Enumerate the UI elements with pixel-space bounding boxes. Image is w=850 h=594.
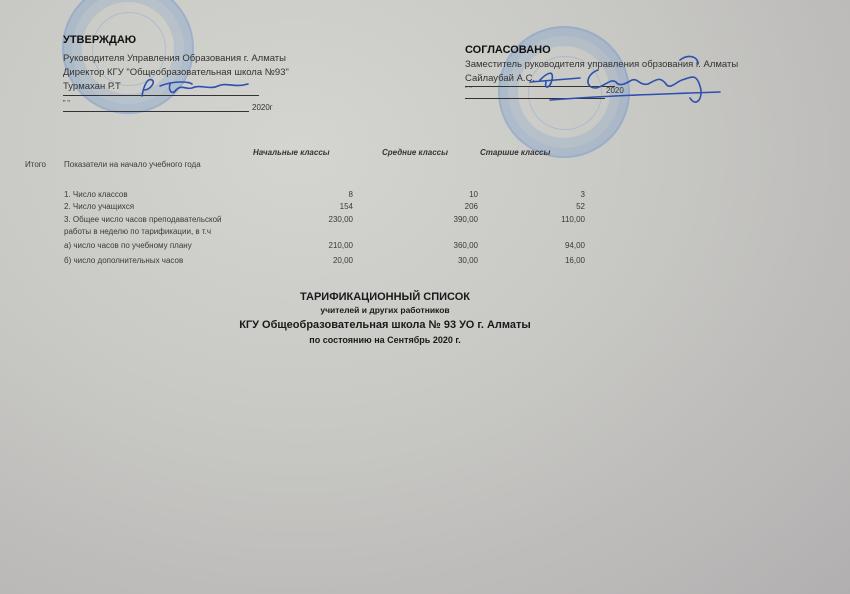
cell-senior: 94,00 (564, 241, 585, 250)
cell-senior: 3 (580, 190, 585, 199)
agreed-date-year: 2020 (606, 86, 624, 95)
cell-middle: 206 (464, 202, 478, 211)
total-label: Итого (25, 160, 46, 169)
as-of-date: по состоянию на Сентябрь 2020 г. (309, 335, 461, 345)
organization-name: КГУ Общеобразовательная школа № 93 УО г. Алматы (239, 319, 531, 331)
row-label: а) число часов по учебному плану (64, 241, 192, 250)
document-subtitle: учителей и других работников (320, 305, 450, 315)
row-label: 1. Число классов (64, 190, 128, 199)
agreed-signature (520, 52, 730, 112)
approved-date-year: 2020г (252, 103, 273, 112)
cell-middle: 10 (469, 190, 478, 199)
agreed-date-prefix: " " (465, 86, 472, 93)
agreed-position-line: Заместитель руководителя управления обрзования г. Алматы (465, 59, 739, 70)
cell-primary: 20,00 (332, 256, 353, 265)
approved-title: УТВЕРЖДАЮ (63, 34, 137, 46)
agreed-name: Сайлаубай А.С. (465, 73, 536, 84)
cell-primary: 230,00 (328, 215, 353, 224)
approved-signature (130, 76, 260, 102)
agreed-title: СОГЛАСОВАНО (465, 44, 551, 56)
cell-primary: 154 (339, 202, 353, 211)
row-label: б) число дополнительных часов (64, 256, 184, 265)
cell-middle: 360,00 (453, 241, 478, 250)
cell-senior: 52 (576, 202, 585, 211)
cell-primary: 8 (348, 190, 353, 199)
column-header-middle: Средние классы (382, 148, 448, 157)
cell-middle: 390,00 (453, 215, 478, 224)
approved-date-rule (63, 111, 249, 112)
cell-primary: 210,00 (328, 241, 353, 250)
approved-position-line: Руководителя Управления Образования г. Алматы (63, 53, 286, 64)
document-title: ТАРИФИКАЦИОННЫЙ СПИСОК (300, 291, 470, 303)
row-label-continued: работы в неделю по тарификации, в т.ч (64, 227, 212, 236)
approved-director-line: Директор КГУ "Общеобразовательная школа №93" (63, 67, 289, 78)
indicators-label: Показатели на начало учебного года (64, 160, 201, 169)
row-label: 3. Общее число часов преподавательской (64, 215, 222, 224)
column-header-primary: Начальные классы (253, 148, 330, 157)
cell-senior: 16,00 (564, 256, 585, 265)
approved-name: Турмахан Р.Т (63, 81, 121, 92)
column-header-senior: Старшие классы (480, 148, 551, 157)
cell-middle: 30,00 (457, 256, 478, 265)
cell-senior: 110,00 (561, 215, 585, 224)
row-label: 2. Число учащихся (64, 202, 135, 211)
approved-date-prefix: " " (63, 100, 70, 107)
